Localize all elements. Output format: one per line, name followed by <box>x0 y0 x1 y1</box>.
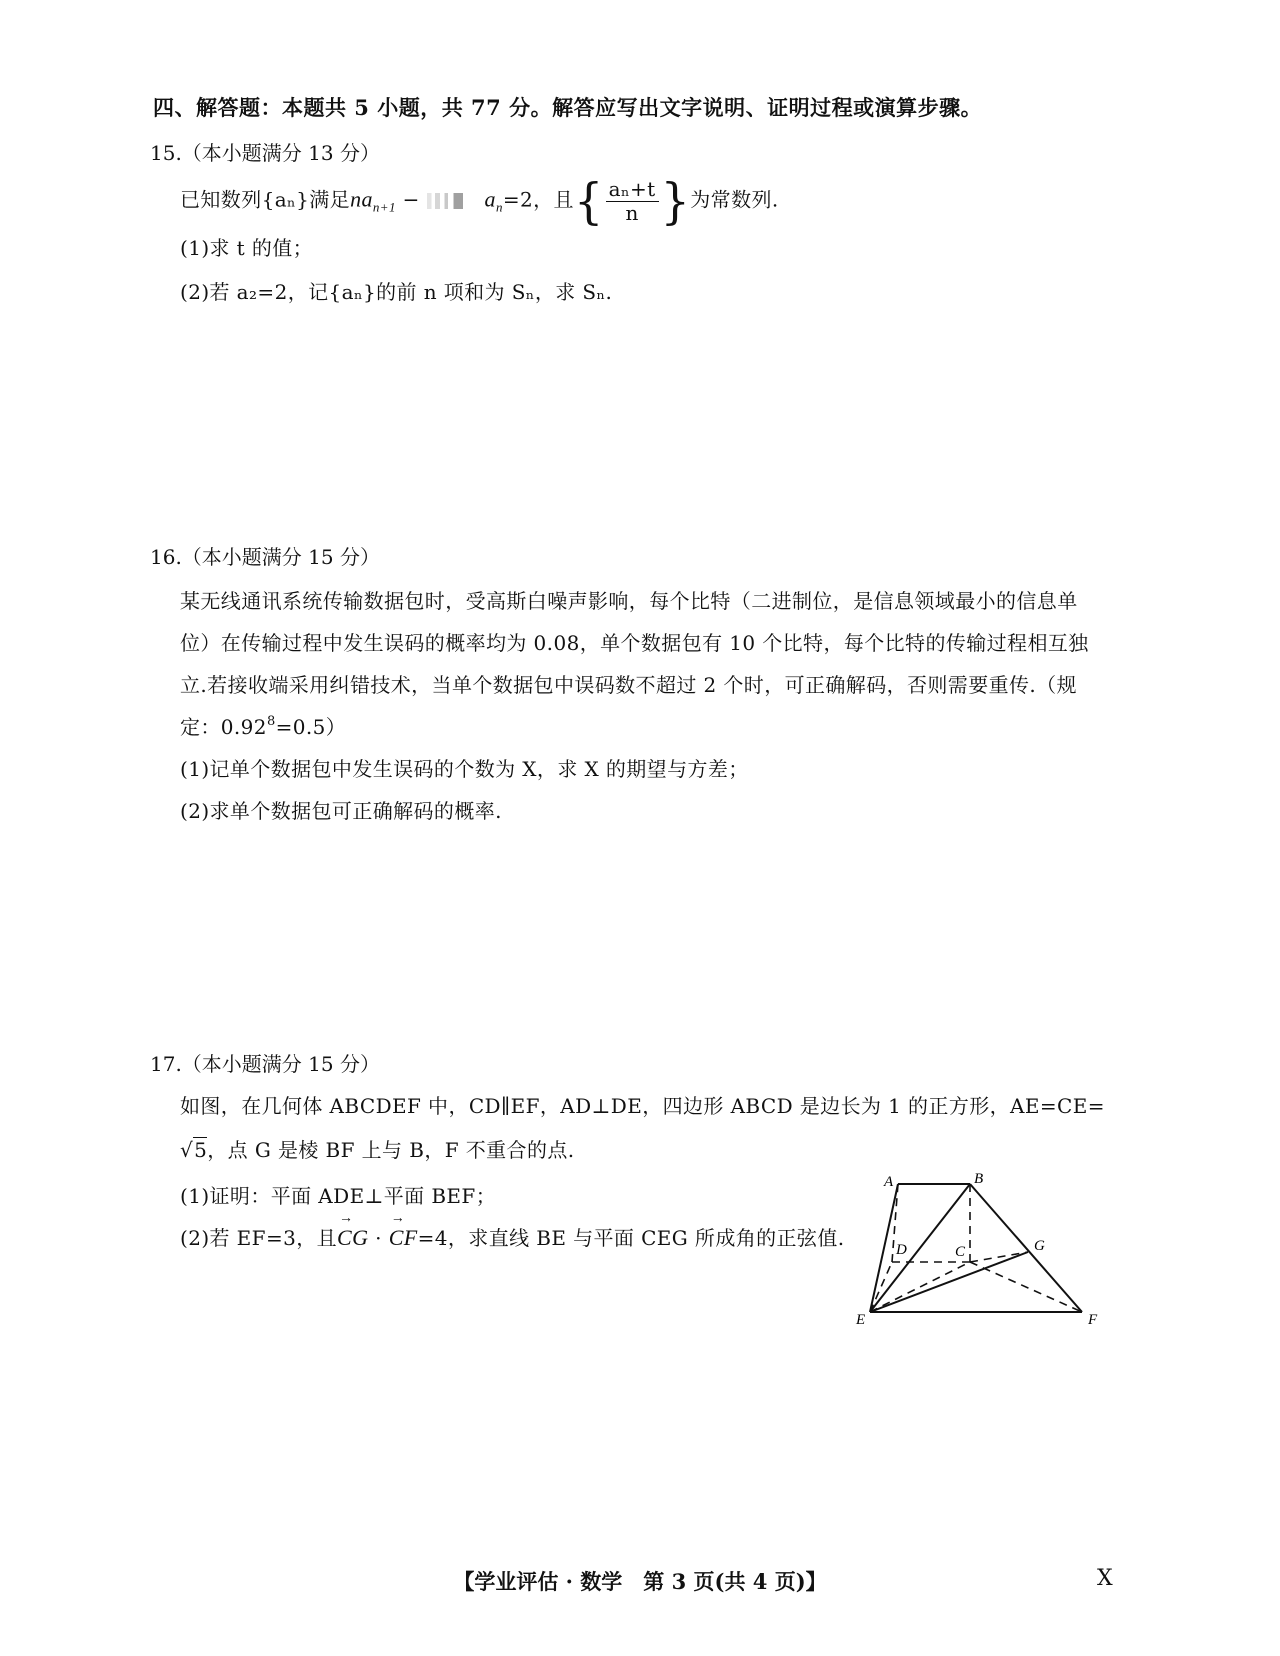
q15-part2: (2)若 a₂=2，记{aₙ}的前 n 项和为 Sₙ，求 Sₙ. <box>180 280 613 304</box>
page-footer: 【学业评估 · 数学 第 3 页(共 4 页)】 <box>453 1569 827 1594</box>
label-f: F <box>1088 1312 1098 1328</box>
vector-cg: → CG <box>337 1225 368 1251</box>
q16-line1: 某无线通讯系统传输数据包时，受高斯白噪声影响，每个比特（二进制位，是信息领域最小的信息单 <box>180 589 1078 613</box>
q16-line4 <box>180 711 346 740</box>
edge-cf <box>970 1262 1082 1312</box>
q15-stem-prefix: 已知数列 <box>180 187 262 212</box>
q15-part1: (1)求 t 的值； <box>180 236 314 260</box>
q17-line2 <box>180 1134 575 1163</box>
label-e: E <box>856 1312 866 1328</box>
footer-mark: X <box>1097 1566 1113 1591</box>
label-b: B <box>974 1172 984 1187</box>
label-a: A <box>884 1174 894 1190</box>
edge-ce <box>870 1262 970 1312</box>
q16-part2: (2)求单个数据包可正确解码的概率. <box>180 799 502 823</box>
q15-stem-suffix: 为常数列. <box>690 187 779 212</box>
dot-operator: · <box>368 1226 389 1250</box>
q17-part2 <box>180 1222 844 1251</box>
edge-cg <box>970 1252 1028 1262</box>
q16-line4-prefix: 定：0.92 <box>180 715 267 739</box>
q16-line4-suffix: =0.5） <box>275 715 347 739</box>
q17-part1: (1)证明：平面 ADE⊥平面 BEF； <box>180 1184 497 1208</box>
label-c: C <box>955 1244 966 1260</box>
q15-seq: {aₙ} <box>261 187 310 212</box>
q16-part1: (1)记单个数据包中发生误码的个数为 X，求 X 的期望与方差； <box>180 757 749 781</box>
label-g: G <box>1034 1238 1045 1254</box>
q16-exponent: 8 <box>266 714 276 729</box>
q17-title: 17.（本小题满分 15 分） <box>150 1052 380 1076</box>
q16-line3: 立.若接收端采用纠错技术，当单个数据包中误码数不超过 2 个时，可正确解码，否则需要重传.（规 <box>180 673 1077 697</box>
smudged-text <box>427 193 485 209</box>
q15-satisfies: 满足 <box>309 187 351 212</box>
q15-eq-tail: =2，且 <box>502 187 574 212</box>
sqrt-five: √5 <box>180 1138 208 1162</box>
q17-line2-suffix: ，点 G 是棱 BF 上与 B，F 不重合的点. <box>207 1138 575 1162</box>
vector-cf: → CF <box>389 1225 418 1251</box>
edge-bf <box>970 1184 1082 1312</box>
label-d: D <box>896 1242 907 1258</box>
q17-part2-suffix: =4，求直线 BE 与平面 CEG 所成角的正弦值. <box>417 1226 845 1250</box>
q17-line1: 如图，在几何体 ABCDEF 中，CD∥EF，AD⊥DE，四边形 ABCD 是边长为 1 的正方形，AE=CE= <box>180 1094 1105 1118</box>
q17-part2-prefix: (2)若 EF=3，且 <box>180 1226 338 1250</box>
geometry-figure <box>850 1172 1120 1332</box>
fraction-denominator: n <box>625 201 639 225</box>
section-heading: 四、解答题：本题共 5 小题，共 77 分。解答应写出文字说明、证明过程或演算步骤。 <box>153 95 983 120</box>
q15-title: 15.（本小题满分 13 分） <box>150 141 380 165</box>
q16-title: 16.（本小题满分 15 分） <box>150 545 380 569</box>
radicand: 5 <box>194 1138 208 1162</box>
fraction-numerator: aₙ+t <box>606 178 659 202</box>
q15-stem: 已知数列{aₙ}满足$na_{n+1} - a_n=2$，且{ $\frac{\text{aₙ+t}}{n}$ }为常数列. <box>180 172 779 230</box>
q15-fraction <box>606 178 659 224</box>
q16-line2: 位）在传输过程中发生误码的概率均为 0.08，单个数据包有 10 个比特，每个比特的传输过程相互独 <box>180 631 1089 655</box>
